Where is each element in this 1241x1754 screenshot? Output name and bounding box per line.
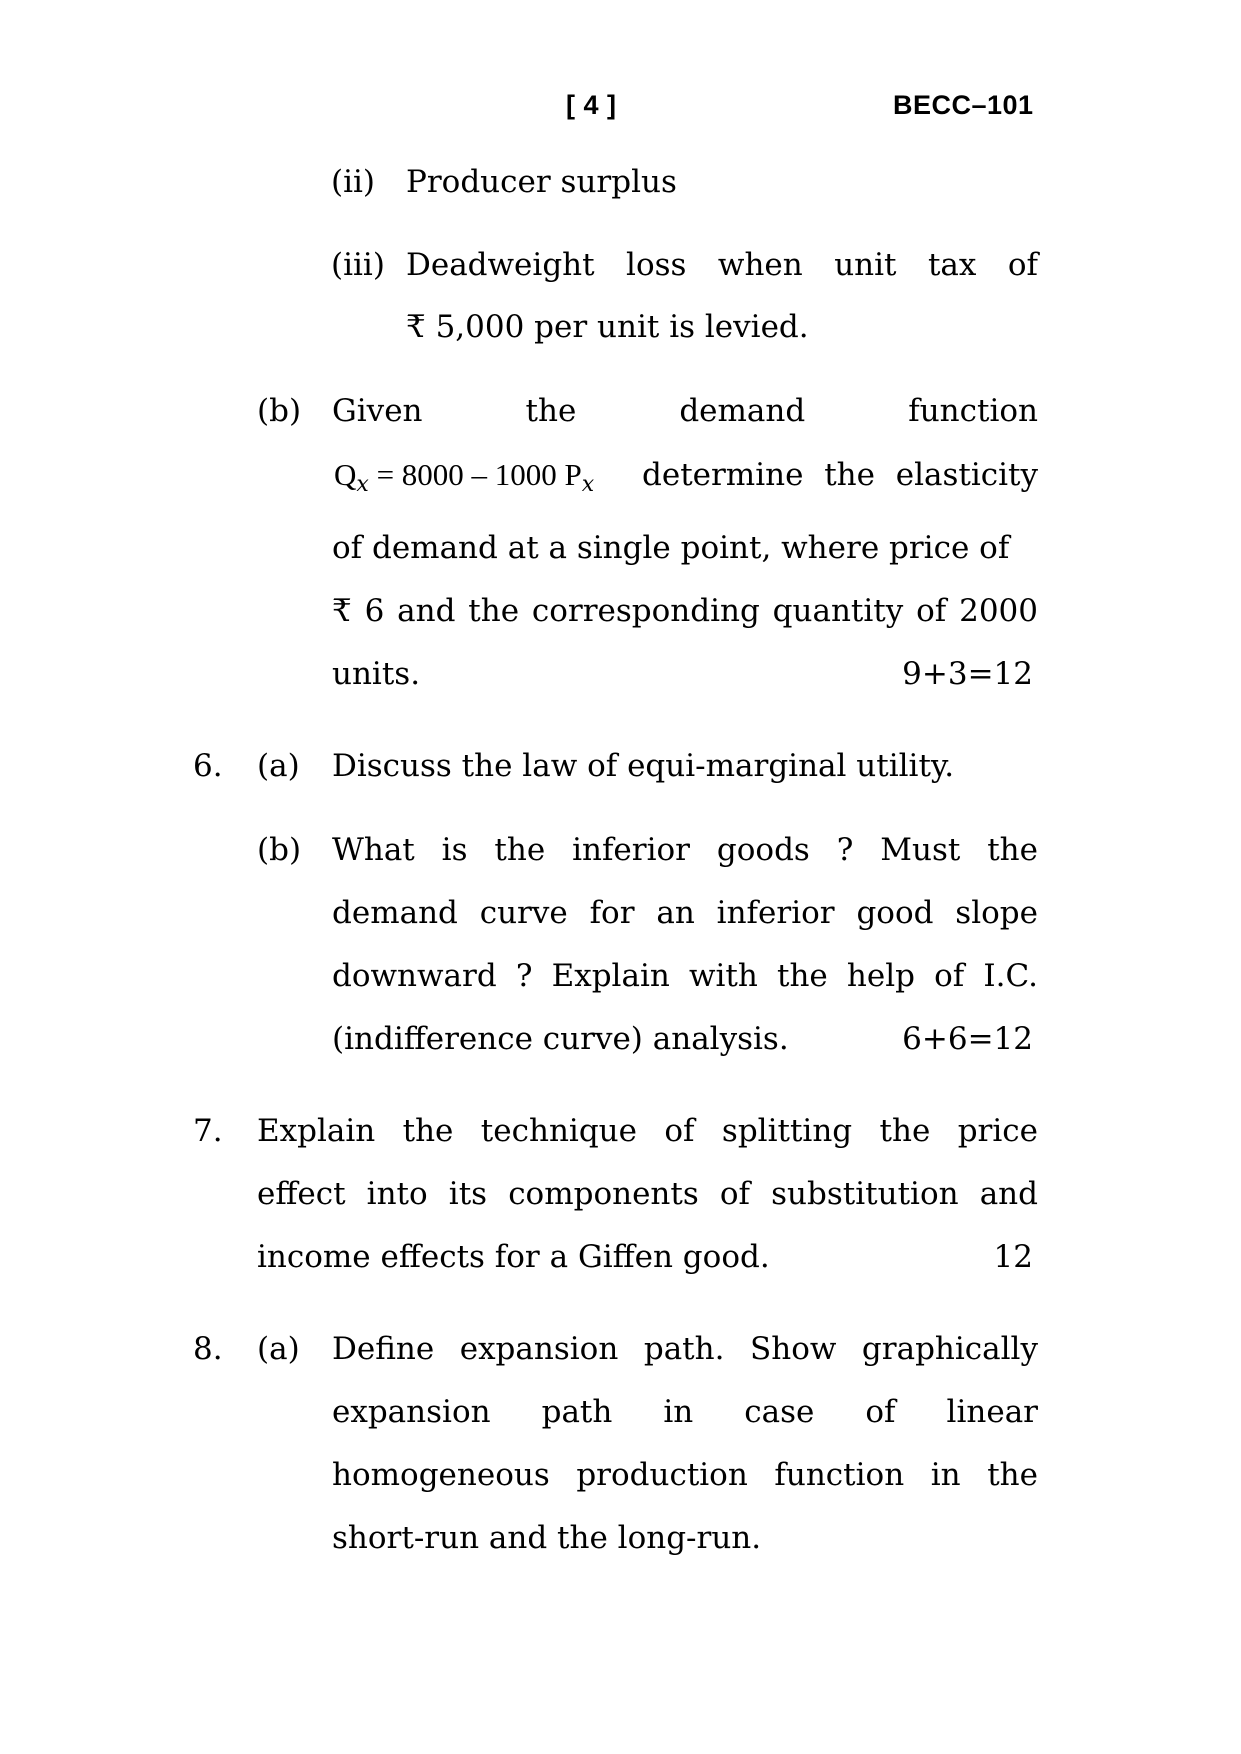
- eq-subscript-1: x: [356, 472, 369, 497]
- q5b-line-4: ₹ 6 and the corresponding quantity of 2000: [332, 593, 1038, 629]
- deadweight-loss-line-2: ₹ 5,000 per unit is levied.: [406, 309, 809, 345]
- demand-function-equation: [334, 455, 594, 495]
- question-6b-label: (b): [257, 832, 302, 868]
- question-6-number: 6.: [193, 748, 223, 784]
- eq-q: Q: [334, 457, 357, 492]
- q6b-line-4: (indifference curve) analysis.: [332, 1021, 789, 1057]
- q6-marks: 6+6=12: [902, 1021, 1033, 1057]
- producer-surplus-text: Producer surplus: [406, 164, 677, 200]
- q5b-line-3: of demand at a single point, where price of: [332, 530, 1010, 566]
- q8a-line-2: expansion path in case of linear: [332, 1394, 1038, 1430]
- q5b-line-2-rest: determine the elasticity: [642, 457, 1038, 493]
- q5b-line-5: units.: [332, 656, 421, 692]
- q5b-line-1: Given the demand function: [332, 393, 1038, 429]
- q7-line-1: Explain the technique of splitting the price: [257, 1113, 1038, 1149]
- q6a-text: Discuss the law of equi-marginal utility.: [332, 748, 955, 784]
- deadweight-loss-line-1: Deadweight loss when unit tax of: [406, 247, 1038, 283]
- page-number: [ 4 ]: [566, 90, 617, 120]
- q5-marks: 9+3=12: [902, 656, 1033, 692]
- q7-line-3: income effects for a Giffen good.: [257, 1239, 770, 1275]
- eq-middle: = 8000 – 1000 P: [368, 457, 582, 492]
- q8a-line-1: Define expansion path. Show graphically: [332, 1331, 1038, 1367]
- question-8-number: 8.: [193, 1331, 223, 1367]
- q6b-line-3: downward ? Explain with the help of I.C.: [332, 958, 1038, 994]
- q7-line-2: effect into its components of substitution and: [257, 1176, 1038, 1212]
- sub-item-label-iii: (iii): [331, 247, 385, 283]
- question-5b-label: (b): [257, 393, 302, 429]
- eq-subscript-2: x: [581, 472, 595, 497]
- question-7-number: 7.: [193, 1113, 223, 1149]
- q8a-line-4: short-run and the long-run.: [332, 1520, 762, 1556]
- q6b-line-2: demand curve for an inferior good slope: [332, 895, 1038, 931]
- question-6a-label: (a): [257, 748, 300, 784]
- q6b-line-1: What is the inferior goods ? Must the: [332, 832, 1038, 868]
- course-code: BECC–101: [893, 90, 1034, 120]
- q7-marks: 12: [993, 1239, 1033, 1275]
- question-8a-label: (a): [257, 1331, 300, 1367]
- q8a-line-3: homogeneous production function in the: [332, 1457, 1038, 1493]
- sub-item-label-ii: (ii): [331, 164, 376, 200]
